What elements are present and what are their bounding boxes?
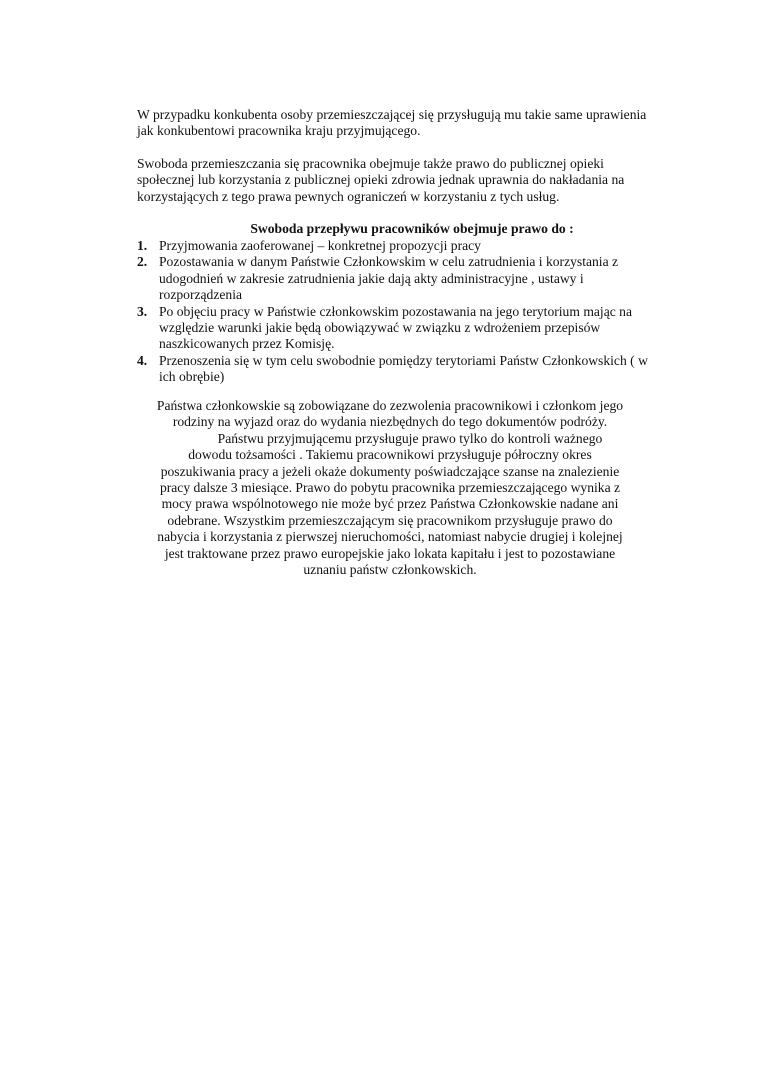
list-number: 4. [137, 352, 148, 368]
text-line: rodziny na wyjazd oraz do wydania niezbędnych do tego dokumentów podróży. [172, 414, 608, 430]
list-item [137, 304, 677, 353]
text-line: rozporządzenia [159, 287, 243, 303]
text-line: mocy prawa wspólnotowego nie może być przez Państwa Członkowskie nadane ani [161, 496, 619, 512]
text-line: jest traktowane przez prawo europejskie jako lokata kapitału i jest to pozostawiane [164, 545, 616, 561]
text-line: jak konkubentowi pracownika kraju przyjmującego. [137, 123, 421, 139]
text-line: społecznej lub korzystania z publicznej opieki zdrowia jednak uprawnia do nakładania na [137, 172, 625, 188]
text-line: dowodu tożsamości . Takiemu pracownikowi przysługuje półroczny okres [188, 447, 592, 463]
section-heading: Swoboda przepływu pracowników obejmuje prawo do : [250, 221, 574, 236]
list-number: 1. [137, 238, 148, 253]
text-line: ich obrębie) [159, 369, 225, 385]
text-line: udogodnień w zakresie zatrudnienia jakie dają akty administracyjne , ustawy i [159, 270, 584, 286]
text-line: naszkicowanych przez Komisję. [159, 336, 335, 352]
text-line: Państwu przyjmującemu przysługuje prawo tylko do kontroli ważnego [217, 430, 603, 446]
text-line: Państwa członkowskie są zobowiązane do zezwolenia pracownikowi i członkom jego [156, 398, 624, 413]
text-line: Przyjmowania zaoferowanej – konkretnej propozycji pracy [159, 238, 481, 253]
list-item [137, 238, 677, 254]
paragraph-social-care [137, 156, 677, 205]
text-line: nabycia i korzystania z pierwszej nieruchomości, natomiast nabycie drugiej i kolejnej [157, 529, 623, 545]
text-line: względzie warunki jakie będą obowiązywać w związku z wdrożeniem przepisów [159, 320, 601, 336]
text-line: Swoboda przemieszczania się pracownika obejmuje także prawo do publicznej opieki [137, 156, 604, 171]
text-line: Po objęciu pracy w Państwie członkowskim pozostawania na jego terytorium mając na [159, 303, 633, 319]
text-line: poszukiwania pracy a jeżeli okaże dokumenty poświadczające szanse na znalezienie [160, 463, 620, 479]
paragraph-partner-rights [137, 107, 677, 140]
text-line: uznaniu państw członkowskich. [303, 562, 477, 578]
text-line: odebrane. Wszystkim przemieszczającym się pracownikom przysługuje prawo do [167, 512, 613, 528]
text-line: Przenoszenia się w tym celu swobodnie pomiędzy terytoriami Państw Członkowskich ( w [159, 352, 648, 368]
list-item [137, 254, 677, 303]
text-line: Pozostawania w danym Państwie Członkowskim w celu zatrudnienia i korzystania z [159, 254, 619, 270]
rights-list [137, 238, 677, 386]
list-number: 2. [137, 254, 148, 270]
text-line: pracy dalsze 3 miesiące. Prawo do pobytu pracownika przemieszczającego wynika z [159, 480, 621, 496]
paragraph-member-states [150, 398, 630, 578]
list-number: 3. [137, 303, 148, 319]
text-line: W przypadku konkubenta osoby przemieszczającej się przysługują mu takie same uprawienia [137, 107, 647, 122]
text-line: korzystających z tego prawa pewnych ograniczeń w korzystaniu z tych usług. [137, 188, 560, 204]
list-item [137, 353, 677, 386]
